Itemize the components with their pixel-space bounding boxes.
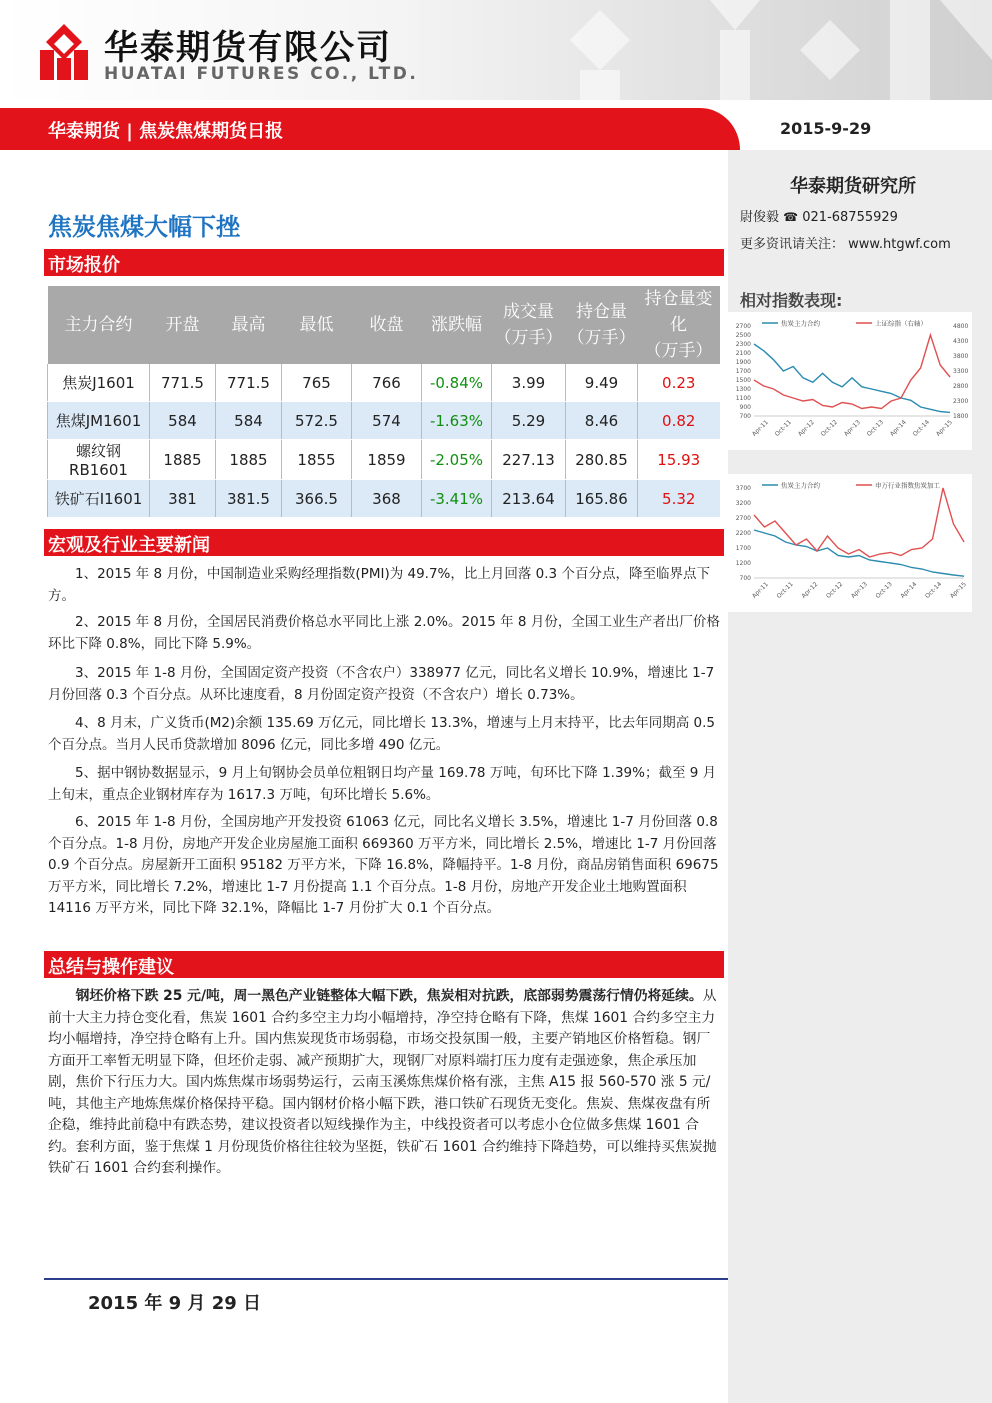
cell: 227.13 xyxy=(492,440,566,480)
quote-table xyxy=(47,286,719,518)
summary-lead: 钢坯价格下跌 25 元/吨，周一黑色产业链整体大幅下跌，焦炭相对抗跌，底部弱势震荡行情仍将延续。 xyxy=(75,988,703,1004)
analyst-contact xyxy=(740,206,898,225)
y-tick-label: 3700 xyxy=(735,485,751,492)
report-date: 2015-9-29 xyxy=(780,119,872,138)
news-item: 4、8 月末，广义货币(M2)余额 135.69 万亿元，同比增长 13.3%，增速与上月末持平，比去年同期高 0.5 个百分点。当月人民币贷款增加 8096 亿元，同比多增 490 亿元。 xyxy=(48,715,715,753)
x-tick-label: Oct-12 xyxy=(824,580,845,600)
cell: 366.5 xyxy=(282,480,352,518)
performance-title: 相对指数表现: xyxy=(740,291,843,310)
chart-coke-vs-sw-index xyxy=(728,474,972,612)
x-tick-label: Apr-15 xyxy=(934,418,954,438)
footer-divider xyxy=(44,1278,728,1280)
more-info-label: 更多资讯请关注： xyxy=(740,237,845,252)
cell: 3.99 xyxy=(492,364,566,402)
table-row xyxy=(48,402,720,440)
cell: 381 xyxy=(150,480,216,518)
y-tick-label: 1200 xyxy=(735,560,751,567)
cell: 1855 xyxy=(282,440,352,480)
header-decoration xyxy=(560,0,992,100)
cell-contract: 焦煤JM1601 xyxy=(48,402,150,440)
section-summary xyxy=(44,951,724,978)
cell: 9.49 xyxy=(566,364,638,402)
more-info xyxy=(740,233,951,252)
y2-tick-label: 3300 xyxy=(953,368,969,375)
y-tick-label: 1100 xyxy=(735,395,751,402)
x-tick-label: Apr-13 xyxy=(842,418,862,438)
y-tick-label: 1700 xyxy=(735,545,751,552)
cell-change: -3.41% xyxy=(422,480,492,518)
cell: 381.5 xyxy=(216,480,282,518)
col-header: 最低 xyxy=(282,286,352,364)
cell: 765 xyxy=(282,364,352,402)
cell: 1859 xyxy=(352,440,422,480)
y-tick-label: 2100 xyxy=(735,350,751,357)
y-tick-label: 1700 xyxy=(735,368,751,375)
cell-change: -2.05% xyxy=(422,440,492,480)
y-tick-label: 1300 xyxy=(735,386,751,393)
y2-tick-label: 3800 xyxy=(953,353,969,360)
cell: 771.5 xyxy=(150,364,216,402)
legend-label: 上证综指（右轴） xyxy=(875,319,927,328)
x-tick-label: Oct-13 xyxy=(874,580,894,600)
y-tick-label: 900 xyxy=(739,404,751,411)
cell: 572.5 xyxy=(282,402,352,440)
news-item: 5、据中钢协数据显示，9 月上旬钢协会员单位粗钢日均产量 169.78 万吨，旬环比下降 1.39%；截至 9 月上旬末，重点企业钢材库存为 1617.3 万吨，旬环比增长 5.6%。 xyxy=(48,765,717,803)
cell-oi-change: 0.82 xyxy=(638,402,720,440)
cell: 771.5 xyxy=(216,364,282,402)
col-header: 成交量 （万手） xyxy=(492,286,566,364)
section-market-title: 市场报价 xyxy=(48,255,120,276)
section-news-title: 宏观及行业主要新闻 xyxy=(48,535,210,556)
x-tick-label: Oct-14 xyxy=(911,418,931,438)
x-tick-label: Oct-11 xyxy=(773,418,793,438)
y-tick-label: 3200 xyxy=(735,500,751,507)
cell-contract: 螺纹钢RB1601 xyxy=(48,440,150,480)
col-header: 持仓量 （万手） xyxy=(566,286,638,364)
banner-title: 华泰期货 | 焦炭焦煤期货日报 xyxy=(48,121,284,142)
y-tick-label: 2200 xyxy=(735,530,751,537)
y2-tick-label: 2800 xyxy=(953,383,969,390)
section-summary-title: 总结与操作建议 xyxy=(48,957,174,978)
phone-icon: ☎ xyxy=(783,210,799,224)
series-line xyxy=(754,344,950,412)
chart-coke-vs-sse xyxy=(728,312,972,450)
y-tick-label: 2500 xyxy=(735,332,751,339)
table-row xyxy=(48,364,720,402)
col-header: 主力合约 xyxy=(48,286,150,364)
col-header: 开盘 xyxy=(150,286,216,364)
cell-oi-change: 5.32 xyxy=(638,480,720,518)
x-tick-label: Oct-14 xyxy=(923,580,944,600)
analyst-name: 尉俊毅 xyxy=(740,210,780,225)
legend-label: 焦炭主力合约 xyxy=(781,319,820,328)
company-name-en: HUATAI FUTURES CO., LTD. xyxy=(104,64,419,84)
cell: 8.46 xyxy=(566,402,638,440)
y2-tick-label: 1800 xyxy=(953,413,969,420)
table-header-row xyxy=(48,286,720,364)
y-tick-label: 2700 xyxy=(735,323,751,330)
x-tick-label: Apr-11 xyxy=(750,580,770,600)
col-header: 涨跌幅 xyxy=(422,286,492,364)
y-tick-label: 700 xyxy=(739,575,751,582)
institute-name: 华泰期货研究所 xyxy=(790,176,916,197)
cell: 165.86 xyxy=(566,480,638,518)
cell: 280.85 xyxy=(566,440,638,480)
table-row xyxy=(48,440,720,480)
cell: 5.29 xyxy=(492,402,566,440)
company-logo xyxy=(36,22,92,82)
y-tick-label: 700 xyxy=(739,413,751,420)
cell-change: -1.63% xyxy=(422,402,492,440)
col-header: 收盘 xyxy=(352,286,422,364)
cell: 584 xyxy=(216,402,282,440)
y2-tick-label: 2300 xyxy=(953,398,969,405)
y2-tick-label: 4300 xyxy=(953,338,969,345)
footer-date: 2015 年 9 月 29 日 xyxy=(88,1293,262,1314)
news-item: 3、2015 年 1-8 月份，全国固定资产投资（不含农户）338977 亿元，同比名义增长 10.9%，增速比 1-7 月份回落 0.3 个百分点。从环比速度看，8 月份固定资产投资（不含农户）增长 0.73%。 xyxy=(48,665,715,703)
title-banner xyxy=(0,108,740,150)
summary-body: 从前十大主力持仓变化看，焦炭 1601 合约多空主力均小幅增持，净空持仓略有下降，焦煤 1601 合约多空主力均小幅增持，净空持仓略有上升。国内焦炭现货市场弱稳，市场交投氛围一般，主要产销地区价格暂稳。钢厂方面开工率暂无明显下降，但坯价走弱、减产预期扩大，现钢厂对原料端打压力度有走强迹象，焦企承压加剧，焦价下行压力大。国内炼焦煤市场弱势运行，云南玉溪炼焦煤价格有涨，主焦 A15 报 560-570 涨 5 元/吨，其他主产地炼焦煤价格保持平稳。国内钢材价格小幅下跌，港口铁矿石现货无变化。焦炭、焦煤夜盘有所企稳，维持此前稳中有跌态势，建议投资者以短线操作为主，中线投资者可以考虑小仓位做多焦煤 1601 合约。套利方面，鉴于焦煤 1 月份现货价格往往较为坚挺，铁矿石 1601 合约维持下降趋势，可以维持买焦炭抛铁矿石 1601 合约套利操作。 xyxy=(48,988,717,1176)
section-news xyxy=(44,529,724,556)
table-row xyxy=(48,480,720,518)
cell: 1885 xyxy=(150,440,216,480)
cell-oi-change: 15.93 xyxy=(638,440,720,480)
y2-tick-label: 4800 xyxy=(953,323,969,330)
analyst-phone: 021-68755929 xyxy=(802,210,898,225)
y-tick-label: 2300 xyxy=(735,341,751,348)
report-header xyxy=(0,0,992,100)
x-tick-label: Oct-13 xyxy=(865,418,885,438)
col-header: 最高 xyxy=(216,286,282,364)
x-tick-label: Apr-12 xyxy=(796,418,816,438)
cell-contract: 铁矿石I1601 xyxy=(48,480,150,518)
cell: 213.64 xyxy=(492,480,566,518)
cell: 1885 xyxy=(216,440,282,480)
cell: 574 xyxy=(352,402,422,440)
cell: 584 xyxy=(150,402,216,440)
section-market xyxy=(44,249,724,276)
summary-text xyxy=(48,986,720,1180)
col-header: 持仓量变化 （万手） xyxy=(638,286,720,364)
legend-label: 申万行业指数焦炭加工 xyxy=(875,481,940,490)
website-link[interactable]: www.htgwf.com xyxy=(848,237,951,252)
headline: 焦炭焦煤大幅下挫 xyxy=(48,213,240,241)
cell: 766 xyxy=(352,364,422,402)
x-tick-label: Apr-14 xyxy=(888,418,908,438)
x-tick-label: Oct-11 xyxy=(775,580,795,600)
y-tick-label: 1900 xyxy=(735,359,751,366)
y-tick-label: 1500 xyxy=(735,377,751,384)
news-item: 2、2015 年 8 月份，全国居民消费价格总水平同比上涨 2.0%。2015 年 8 月份，全国工业生产者出厂价格环比下降 0.8%，同比下降 5.9%。 xyxy=(48,614,720,652)
x-tick-label: Apr-15 xyxy=(948,580,968,600)
y-tick-label: 2700 xyxy=(735,515,751,522)
cell-contract: 焦炭J1601 xyxy=(48,364,150,402)
x-tick-label: Apr-13 xyxy=(849,580,869,600)
news-item: 1、2015 年 8 月份，中国制造业采购经理指数(PMI)为 49.7%，比上月回落 0.3 个百分点，降至临界点下方。 xyxy=(48,566,710,604)
legend-label: 焦炭主力合约 xyxy=(781,481,820,490)
series-line xyxy=(754,488,964,557)
x-tick-label: Apr-12 xyxy=(800,580,820,600)
cell: 368 xyxy=(352,480,422,518)
x-tick-label: Apr-14 xyxy=(899,580,919,600)
x-tick-label: Apr-11 xyxy=(750,418,770,438)
company-name-cn: 华泰期货有限公司 xyxy=(104,28,392,68)
cell-change: -0.84% xyxy=(422,364,492,402)
x-tick-label: Oct-12 xyxy=(819,418,839,438)
news-item: 6、2015 年 1-8 月份，全国房地产开发投资 61063 亿元，同比名义增长 3.5%，增速比 1-7 月份回落 0.8 个百分点。1-8 月份，房地产开发企业房屋施工面积 669360 万平方米，同比增长 2.5%，增速比 1-7 月份回落 0.9 个百分点。房屋新开工面积 95182 万平方米，下降 16.8%，降幅持平。1-8 月份，商品房销售面积 69675 万平方米，同比增长 7.2%，增速比 1-7 月份提高 1.1 个百分点。1-8 月份，房地产开发企业土地购置面积 14116 万平方米，同比下降 32.1%，降幅比 1-7 月份扩大 0.1 个百分点。 xyxy=(48,814,719,916)
cell-oi-change: 0.23 xyxy=(638,364,720,402)
